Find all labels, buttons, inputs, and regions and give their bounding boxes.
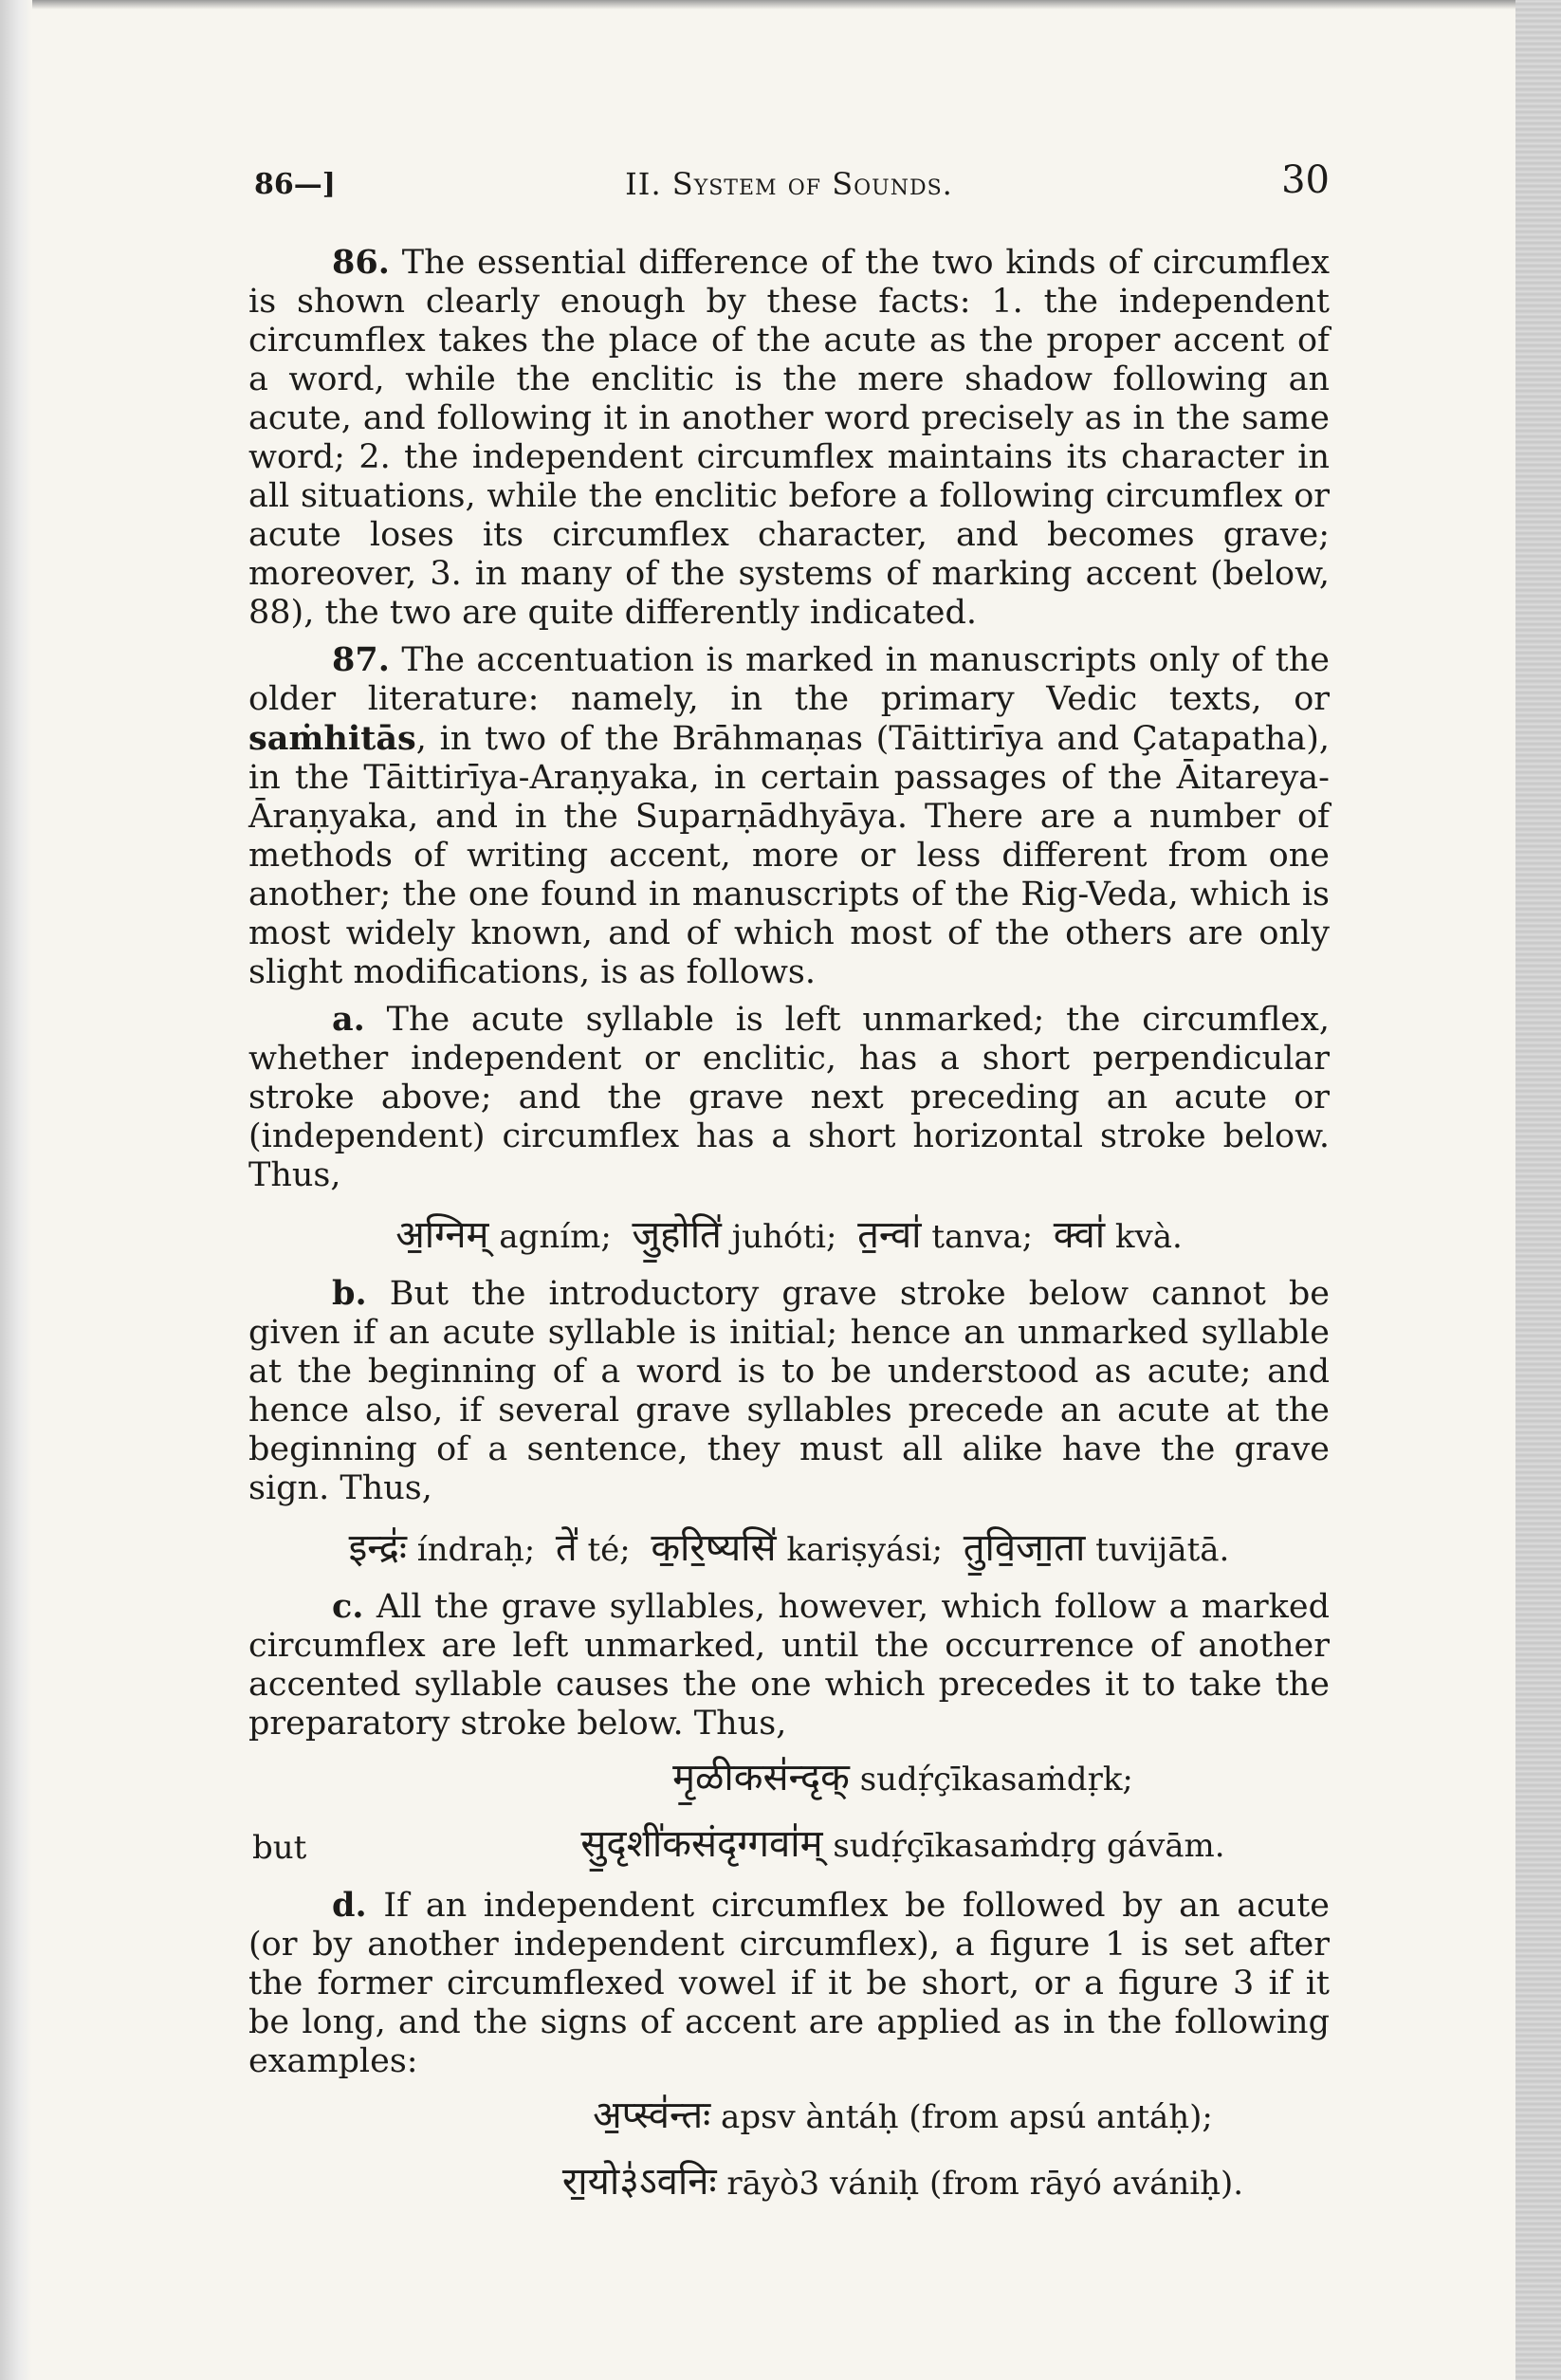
scan-edge-left [0, 0, 32, 2380]
example-d1 [248, 2091, 1330, 2148]
paragraph-number-87: 87. [332, 640, 390, 679]
book-page [248, 158, 1330, 2223]
subparagraph-a-label: a. [332, 1000, 365, 1039]
devanagari-example: अ॒ग्निम् [395, 1213, 489, 1257]
subparagraph-c-text: All the grave syllables, however, which follow a marked circumflex are left unmarked, until the occurrence of another accented syllable causes the one which precedes it to take the preparatory stroke below. Thus, [248, 1588, 1330, 1743]
devanagari-example: क्वा॑ [1053, 1213, 1106, 1257]
example-c1 [248, 1753, 1330, 1810]
subparagraph-c-label: c. [332, 1587, 364, 1626]
devanagari-example: सु॒दृशी॑कसंदृग्गवा॑म् [580, 1822, 823, 1866]
transliteration: kvà. [1114, 1218, 1183, 1256]
subparagraph-a-text: The acute syllable is left unmarked; the circumflex, whether independent or enclitic, has a short perpendicular stroke above; and the grave next preceding an acute or (independent) circumflex has a short horizontal stroke below. Thus, [248, 1001, 1330, 1194]
transliteration: agním; [499, 1218, 612, 1256]
bold-term: saṁhitās [248, 719, 416, 758]
subparagraph-d-label: d. [332, 1886, 367, 1925]
transliteration: té; [587, 1531, 631, 1569]
transliteration: índraḥ; [416, 1531, 536, 1569]
scan-edge-right [1515, 0, 1561, 2380]
devanagari-example: जु॒होति॑ [632, 1213, 722, 1257]
source-note: (from rāyó avániḥ). [928, 2165, 1244, 2203]
transliteration: kariṣyási; [786, 1531, 944, 1569]
subparagraph-d-text: If an independent circumflex be followed by an acute (or by another independent circumflex), a figure 1 is set after the former circumflexed vowel if it be short, or a figure 3 if it be long, and the signs of accent are applied as in the following examples: [248, 1887, 1330, 2080]
paragraph-87-text-a: The accentuation is marked in manuscripts only of the older literature: namely, in the primary Vedic texts, or [248, 641, 1330, 718]
source-note: (from apsú antáḥ); [909, 2098, 1213, 2136]
transliteration: tanva; [931, 1218, 1034, 1256]
subparagraph-c [248, 1587, 1330, 1743]
paragraph-number-86: 86. [332, 243, 390, 282]
paragraph-86-text: The essential difference of the two kinds of circumflex is shown clearly enough by these facts: 1. the independent circumflex takes the place of the acute as the proper accent of a word, while the enclitic is the mere shadow following an acute, and following it in another word precisely as in the same word; 2. the independent circumflex maintains its character in all situations, while the enclitic before a following circumflex or acute loses its circumflex character, and becomes grave; moreover, 3. in many of the systems of marking accent (below, 88), the two are quite differently indicated. [248, 244, 1330, 632]
devanagari-example: अ॒प्स्व॑न्तः [593, 2094, 711, 2137]
example-c2 [248, 1819, 1330, 1876]
subparagraph-b-label: b. [332, 1274, 367, 1313]
chapter-title: II. System of Sounds. [625, 166, 953, 202]
page-number: 30 [1281, 158, 1330, 202]
transliteration: tuvijātā. [1095, 1531, 1230, 1569]
devanagari-example: क॒रि॒ष्यसि॑ [651, 1526, 777, 1570]
example-d2 [248, 2157, 1330, 2214]
transliteration: rāyò3 vániḥ [726, 2165, 920, 2203]
subparagraph-b-text: But the introductory grave stroke below cannot be given if an acute syllable is initial; hence an unmarked syllable at the beginning of a word is to be understood as acute; and hence also, if several grave syllables precede an acute at the beginning of a sentence, they must all alike have the grave sign. Thus, [248, 1275, 1330, 1507]
devanagari-example: त॒न्वा॑ [857, 1213, 922, 1257]
transliteration: sudṛ́çīkasaṁdṛg gávām. [833, 1827, 1225, 1865]
transliteration: apsv àntáḥ [721, 2098, 899, 2136]
but-label: but [252, 1829, 307, 1867]
section-marker: 86—] [254, 168, 336, 201]
devanagari-example: तु॒वि॒जा॒ता [963, 1526, 1086, 1570]
paragraph-87 [248, 640, 1330, 992]
subparagraph-d [248, 1886, 1330, 2081]
subparagraph-a [248, 1000, 1330, 1195]
transliteration: juhóti; [731, 1218, 837, 1256]
subparagraph-b [248, 1274, 1330, 1508]
devanagari-example: इन्द्रः॑ [348, 1526, 407, 1570]
devanagari-example: मृ॒ळीकस॑न्दृक् [672, 1756, 850, 1799]
examples-b [248, 1526, 1330, 1570]
paragraph-87-text-b: , in two of the Brāhmaṇas (Tāittirīya and Çatapatha), in the Tāittirīya-Araṇyaka, in certain passages of the Āitareya-Āraṇyaka, and in the Suparṇādhyāya. There are a number of methods of writing accent, more or less different from one another; the one found in manuscripts of the Rig-Veda, which is most widely known, and of which most of the others are only slight modifications, is as follows. [248, 720, 1330, 991]
scan-edge-top [0, 0, 1561, 9]
running-header [248, 158, 1330, 214]
devanagari-example: ते॑ [555, 1526, 578, 1570]
examples-a [248, 1213, 1330, 1257]
transliteration: sudṛ́çīkasaṁdṛk; [859, 1761, 1133, 1799]
paragraph-86 [248, 243, 1330, 633]
devanagari-example: रा॒यो३॑ऽवनिः [561, 2160, 717, 2204]
